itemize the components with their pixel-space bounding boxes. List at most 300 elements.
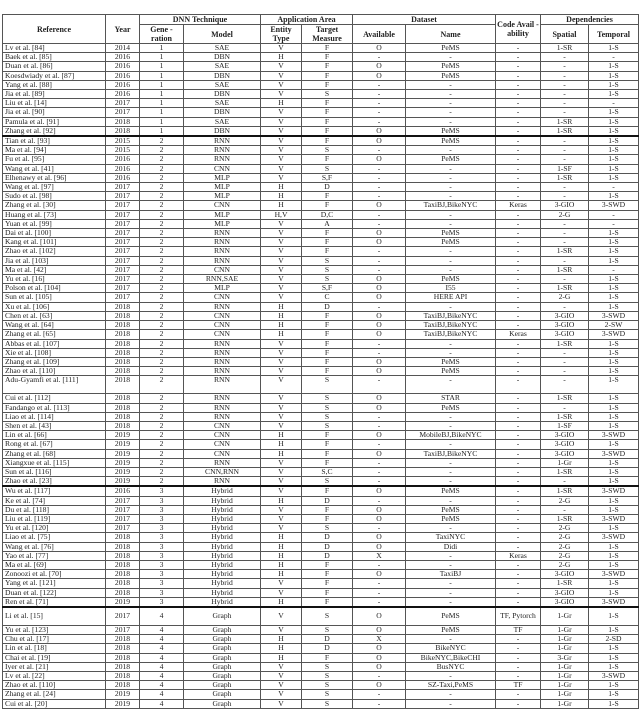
generation-cell: 2 (140, 357, 184, 366)
spatial-cell: - (541, 403, 589, 412)
reference-cell: Chu et al. [17] (3, 635, 106, 644)
generation-cell: 1 (140, 117, 184, 126)
code-availability-cell: - (496, 293, 541, 302)
dataset-name-cell: - (406, 560, 496, 569)
spatial-cell: 3-Gr (541, 653, 589, 662)
model-cell: RNN (184, 136, 261, 146)
model-cell: Hybrid (184, 551, 261, 560)
entity-type-cell: H (261, 53, 302, 62)
target-measure-cell: S (302, 699, 353, 708)
temporal-cell: 1-S (589, 440, 639, 449)
entity-type-cell: H (261, 560, 302, 569)
entity-type-cell: H (261, 330, 302, 339)
available-cell: - (353, 164, 406, 173)
table-row (3, 265, 639, 274)
year-cell: 2018 (106, 117, 140, 126)
entity-type-cell: H (261, 311, 302, 320)
table-row (3, 672, 639, 681)
dataset-name-cell: - (406, 348, 496, 357)
available-cell: - (353, 183, 406, 192)
dataset-name-cell: SZ-Taxi,PeMS (406, 681, 496, 690)
spatial-cell: - (541, 302, 589, 311)
entity-type-cell: H (261, 440, 302, 449)
model-cell: MLP (184, 219, 261, 228)
available-cell: O (353, 357, 406, 366)
generation-cell: 1 (140, 53, 184, 62)
entity-type-cell: V (261, 219, 302, 228)
year-cell: 2017 (106, 625, 140, 634)
temporal-cell: 2-SW (589, 321, 639, 330)
target-measure-cell: F (302, 192, 353, 201)
spatial-cell: 1-Gr (541, 690, 589, 699)
target-measure-cell: F (302, 505, 353, 514)
code-availability-cell: - (496, 412, 541, 421)
dataset-name-cell: - (406, 164, 496, 173)
entity-type-cell: V (261, 293, 302, 302)
temporal-cell: 1-S (589, 644, 639, 653)
target-measure-cell: F (302, 62, 353, 71)
target-measure-cell: S (302, 265, 353, 274)
model-cell: RNN (184, 256, 261, 265)
reference-cell: Yuan et al. [99] (3, 219, 106, 228)
temporal-cell: 1-S (589, 155, 639, 164)
dataset-name-cell: - (406, 551, 496, 560)
entity-type-cell: V (261, 367, 302, 376)
temporal-cell: 1-S (589, 71, 639, 80)
generation-cell: 4 (140, 699, 184, 708)
model-cell: DBN (184, 108, 261, 117)
entity-type-cell: V (261, 155, 302, 164)
reference-cell: Wang et al. [76] (3, 542, 106, 551)
dataset-name-cell: - (406, 256, 496, 265)
table-row (3, 348, 639, 357)
dataset-name-cell: PeMS (406, 229, 496, 238)
target-measure-cell: F (302, 311, 353, 320)
target-measure-cell: S (302, 524, 353, 533)
model-cell: Hybrid (184, 496, 261, 505)
temporal-cell: 1-S (589, 681, 639, 690)
model-cell: RNN (184, 403, 261, 412)
target-measure-cell: S (302, 412, 353, 421)
header-temporal: Temporal (589, 25, 639, 44)
available-cell: O (353, 44, 406, 53)
spatial-cell: - (541, 62, 589, 71)
year-cell: 2017 (106, 238, 140, 247)
generation-cell: 3 (140, 496, 184, 505)
reference-cell: Zhang et al. [68] (3, 449, 106, 458)
spatial-cell: 2-G (541, 210, 589, 219)
entity-type-cell: H (261, 644, 302, 653)
year-cell: 2018 (106, 403, 140, 412)
dataset-name-cell: - (406, 672, 496, 681)
spatial-cell: - (541, 505, 589, 514)
dataset-name-cell: - (406, 339, 496, 348)
reference-cell: Ke et al. [74] (3, 496, 106, 505)
model-cell: MLP (184, 183, 261, 192)
model-cell: MLP (184, 192, 261, 201)
temporal-cell: 1-S (589, 229, 639, 238)
year-cell: 2019 (106, 597, 140, 607)
year-cell: 2018 (106, 635, 140, 644)
target-measure-cell: F (302, 108, 353, 117)
model-cell: RNN (184, 302, 261, 311)
table-row (3, 394, 639, 403)
spatial-cell: - (541, 183, 589, 192)
code-availability-cell: - (496, 183, 541, 192)
reference-cell: Sun et al. [105] (3, 293, 106, 302)
temporal-cell: 1-S (589, 699, 639, 708)
dataset-name-cell: I55 (406, 284, 496, 293)
target-measure-cell: S,C (302, 467, 353, 476)
model-cell: DBN (184, 126, 261, 136)
model-cell: RNN (184, 357, 261, 366)
header-entity-type: Entity Type (261, 25, 302, 44)
generation-cell: 2 (140, 394, 184, 403)
dataset-name-cell: TaxiBJ,BikeNYC (406, 321, 496, 330)
table-row (3, 403, 639, 412)
model-cell: RNN (184, 238, 261, 247)
spatial-cell: 1-SR (541, 44, 589, 53)
spatial-cell: - (541, 238, 589, 247)
target-measure-cell: F (302, 431, 353, 440)
dataset-name-cell: - (406, 302, 496, 311)
temporal-cell: 3-SWD (589, 449, 639, 458)
generation-cell: 2 (140, 403, 184, 412)
model-cell: CNN (184, 293, 261, 302)
temporal-cell: 1-S (589, 607, 639, 626)
spatial-cell: 2-G (541, 293, 589, 302)
generation-cell: 2 (140, 467, 184, 476)
dataset-name-cell: - (406, 440, 496, 449)
spatial-cell: - (541, 348, 589, 357)
available-cell: - (353, 690, 406, 699)
dataset-name-cell: - (406, 635, 496, 644)
spatial-cell: 1-Gr (541, 625, 589, 634)
dataset-name-cell: - (406, 458, 496, 467)
available-cell: O (353, 136, 406, 146)
year-cell: 2018 (106, 662, 140, 671)
generation-cell: 2 (140, 247, 184, 256)
available-cell: O (353, 542, 406, 551)
table-row (3, 579, 639, 588)
available-cell: O (353, 533, 406, 542)
year-cell: 2018 (106, 376, 140, 394)
entity-type-cell: V (261, 71, 302, 80)
available-cell: O (353, 449, 406, 458)
target-measure-cell: F (302, 367, 353, 376)
table-row (3, 339, 639, 348)
table-row (3, 330, 639, 339)
available-cell: - (353, 458, 406, 467)
entity-type-cell: V (261, 681, 302, 690)
target-measure-cell: F (302, 321, 353, 330)
available-cell: - (353, 477, 406, 487)
spatial-cell: - (541, 275, 589, 284)
year-cell: 2016 (106, 80, 140, 89)
temporal-cell: 1-S (589, 376, 639, 394)
available-cell: O (353, 403, 406, 412)
year-cell: 2017 (106, 192, 140, 201)
table-row (3, 597, 639, 607)
table-row (3, 607, 639, 626)
reference-cell: Du et al. [118] (3, 505, 106, 514)
model-cell: RNN (184, 394, 261, 403)
table-row (3, 302, 639, 311)
reference-cell: Liu et al. [14] (3, 99, 106, 108)
header-spatial: Spatial (541, 25, 589, 44)
generation-cell: 2 (140, 192, 184, 201)
table-row (3, 275, 639, 284)
spatial-cell: - (541, 136, 589, 146)
temporal-cell: 1-S (589, 238, 639, 247)
spatial-cell: 1-SR (541, 265, 589, 274)
table-body (3, 44, 639, 709)
code-availability-cell: - (496, 146, 541, 155)
table-row (3, 681, 639, 690)
table-row (3, 293, 639, 302)
table-row (3, 311, 639, 320)
table-row (3, 219, 639, 228)
temporal-cell: 3-SWD (589, 514, 639, 523)
target-measure-cell: S (302, 275, 353, 284)
reference-cell: Ma et al. [69] (3, 560, 106, 569)
available-cell: - (353, 467, 406, 476)
available-cell: - (353, 699, 406, 708)
reference-cell: Xu et al. [106] (3, 302, 106, 311)
reference-cell: Lv et al. [22] (3, 672, 106, 681)
temporal-cell: 1-S (589, 467, 639, 476)
dataset-name-cell: PeMS (406, 514, 496, 523)
year-cell: 2017 (106, 496, 140, 505)
entity-type-cell: H (261, 496, 302, 505)
dataset-name-cell: - (406, 247, 496, 256)
model-cell: CNN (184, 449, 261, 458)
spatial-cell: - (541, 376, 589, 394)
survey-table (2, 14, 639, 709)
reference-cell: Duan et al. [122] (3, 588, 106, 597)
code-availability-cell: - (496, 394, 541, 403)
spatial-cell: 1-SR (541, 412, 589, 421)
reference-cell: Yang et al. [88] (3, 80, 106, 89)
generation-cell: 2 (140, 302, 184, 311)
dataset-name-cell: PeMS (406, 403, 496, 412)
generation-cell: 3 (140, 486, 184, 496)
target-measure-cell: F (302, 653, 353, 662)
entity-type-cell: V (261, 80, 302, 89)
code-availability-cell: Keras (496, 330, 541, 339)
temporal-cell: 1-S (589, 505, 639, 514)
reference-cell: Ren et al. [71] (3, 597, 106, 607)
temporal-cell: 1-S (589, 293, 639, 302)
available-cell: - (353, 210, 406, 219)
spatial-cell: - (541, 53, 589, 62)
table-row (3, 486, 639, 496)
year-cell: 2017 (106, 275, 140, 284)
year-cell: 2018 (106, 348, 140, 357)
reference-cell: Pamula et al. [91] (3, 117, 106, 126)
entity-type-cell: V (261, 146, 302, 155)
reference-cell: Yao et al. [77] (3, 551, 106, 560)
temporal-cell: 1-S (589, 477, 639, 487)
temporal-cell: 1-S (589, 80, 639, 89)
dataset-name-cell: - (406, 210, 496, 219)
target-measure-cell: S (302, 690, 353, 699)
model-cell: DBN (184, 90, 261, 99)
available-cell: - (353, 173, 406, 182)
year-cell: 2019 (106, 690, 140, 699)
available-cell: - (353, 256, 406, 265)
generation-cell: 2 (140, 421, 184, 430)
year-cell: 2015 (106, 136, 140, 146)
code-availability-cell: - (496, 367, 541, 376)
entity-type-cell: V (261, 126, 302, 136)
model-cell: Hybrid (184, 524, 261, 533)
model-cell: RNN (184, 477, 261, 487)
reference-cell: Sun et al. [116] (3, 467, 106, 476)
table-row (3, 412, 639, 421)
target-measure-cell: F (302, 117, 353, 126)
entity-type-cell: H (261, 653, 302, 662)
target-measure-cell: S (302, 256, 353, 265)
year-cell: 2018 (106, 533, 140, 542)
entity-type-cell: V (261, 90, 302, 99)
table-row (3, 247, 639, 256)
table-row (3, 449, 639, 458)
temporal-cell: 1-S (589, 662, 639, 671)
available-cell: O (353, 505, 406, 514)
model-cell: CNN (184, 431, 261, 440)
target-measure-cell: F (302, 330, 353, 339)
model-cell: Graph (184, 662, 261, 671)
available-cell: - (353, 597, 406, 607)
reference-cell: Dai et al. [100] (3, 229, 106, 238)
temporal-cell: - (589, 53, 639, 62)
entity-type-cell: V (261, 265, 302, 274)
dataset-name-cell: - (406, 496, 496, 505)
header-target-measure: Target Measure (302, 25, 353, 44)
entity-type-cell: V (261, 256, 302, 265)
code-availability-cell: - (496, 588, 541, 597)
target-measure-cell: F (302, 514, 353, 523)
code-availability-cell: - (496, 247, 541, 256)
code-availability-cell: - (496, 467, 541, 476)
available-cell: O (353, 275, 406, 284)
temporal-cell: - (589, 99, 639, 108)
table-row (3, 284, 639, 293)
table-row (3, 376, 639, 394)
code-availability-cell: - (496, 44, 541, 53)
dataset-name-cell: Didi (406, 542, 496, 551)
temporal-cell: 1-S (589, 412, 639, 421)
reference-cell: Yang et al. [121] (3, 579, 106, 588)
code-availability-cell: Keras (496, 201, 541, 210)
dataset-name-cell: TaxiBJ,BikeNYC (406, 449, 496, 458)
spatial-cell: - (541, 367, 589, 376)
entity-type-cell: V (261, 607, 302, 626)
generation-cell: 1 (140, 62, 184, 71)
table-row (3, 421, 639, 430)
temporal-cell: 3-SWD (589, 597, 639, 607)
header-name: Name (406, 25, 496, 44)
entity-type-cell: V (261, 467, 302, 476)
dataset-name-cell: - (406, 412, 496, 421)
generation-cell: 3 (140, 570, 184, 579)
target-measure-cell: D (302, 542, 353, 551)
temporal-cell: 1-S (589, 653, 639, 662)
generation-cell: 2 (140, 440, 184, 449)
available-cell: - (353, 496, 406, 505)
header-reference: Reference (3, 15, 106, 44)
model-cell: Hybrid (184, 514, 261, 523)
temporal-cell: 1-S (589, 496, 639, 505)
target-measure-cell: F (302, 458, 353, 467)
spatial-cell: 3-GIO (541, 311, 589, 320)
spatial-cell: 1-Gr (541, 699, 589, 708)
target-measure-cell: F (302, 348, 353, 357)
model-cell: RNN (184, 412, 261, 421)
header-dataset: Dataset (353, 15, 496, 25)
target-measure-cell: F (302, 44, 353, 53)
reference-cell: Zhang et al. [65] (3, 330, 106, 339)
available-cell: - (353, 339, 406, 348)
spatial-cell: 3-GIO (541, 440, 589, 449)
year-cell: 2018 (106, 560, 140, 569)
year-cell: 2018 (106, 357, 140, 366)
dataset-name-cell: MobileBJ,BikeNYC (406, 431, 496, 440)
available-cell: - (353, 579, 406, 588)
generation-cell: 2 (140, 219, 184, 228)
year-cell: 2018 (106, 421, 140, 430)
entity-type-cell: V (261, 229, 302, 238)
entity-type-cell: H (261, 192, 302, 201)
model-cell: CNN (184, 330, 261, 339)
entity-type-cell: H (261, 533, 302, 542)
target-measure-cell: S (302, 146, 353, 155)
target-measure-cell: S (302, 376, 353, 394)
table-row (3, 99, 639, 108)
year-cell: 2018 (106, 339, 140, 348)
model-cell: Graph (184, 672, 261, 681)
generation-cell: 3 (140, 560, 184, 569)
target-measure-cell: S (302, 403, 353, 412)
generation-cell: 2 (140, 173, 184, 182)
model-cell: MLP (184, 284, 261, 293)
spatial-cell: - (541, 108, 589, 117)
generation-cell: 3 (140, 588, 184, 597)
spatial-cell: 1-SR (541, 126, 589, 136)
entity-type-cell: V (261, 275, 302, 284)
generation-cell: 1 (140, 126, 184, 136)
spatial-cell: 3-GIO (541, 597, 589, 607)
target-measure-cell: F (302, 357, 353, 366)
year-cell: 2017 (106, 514, 140, 523)
table-row (3, 505, 639, 514)
temporal-cell: 1-S (589, 625, 639, 634)
spatial-cell: 1-Gr (541, 607, 589, 626)
year-cell: 2018 (106, 394, 140, 403)
table-row (3, 155, 639, 164)
reference-cell: Zhao et al. [110] (3, 367, 106, 376)
model-cell: CNN (184, 265, 261, 274)
available-cell: - (353, 192, 406, 201)
entity-type-cell: H (261, 570, 302, 579)
dataset-name-cell: - (406, 99, 496, 108)
model-cell: SAE (184, 44, 261, 53)
entity-type-cell: V (261, 44, 302, 53)
table-row (3, 321, 639, 330)
year-cell: 2017 (106, 505, 140, 514)
spatial-cell: 1-SR (541, 173, 589, 182)
